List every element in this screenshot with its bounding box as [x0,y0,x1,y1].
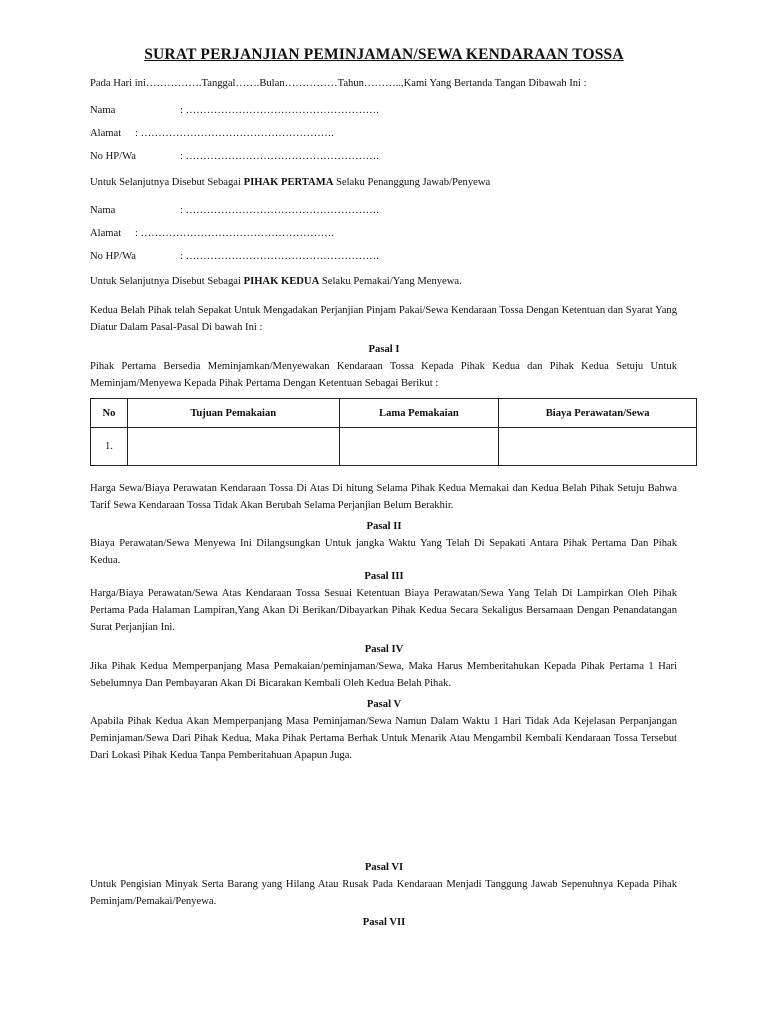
party-one-designation-prefix: Untuk Selanjutnya Disebut Sebagai [90,177,244,188]
party-one-phone-field [90,148,379,165]
pasal-1-text: Pihak Pertama Bersedia Meminjamkan/Menyewakan Kendaraan Tossa Kepada Pihak Kedua dan Pihak Kedua Setuju Untuk Meminjam/Menyewa Kepada Pihak Pertama Dengan Ketentuan Sebagai Berikut : [90,361,677,389]
pasal-3-heading: Pasal III [364,571,404,582]
party-one-designation-suffix: Selaku Penanggung Jawab/Penyewa [333,177,491,188]
party-two-name-value: : ………………………………………………. [180,205,379,216]
party-two-designation [90,273,462,290]
party-two-designation-prefix: Untuk Selanjutnya Disebut Sebagai [90,276,244,287]
table-header-row [91,399,697,428]
table-row [91,428,697,466]
table-header-purpose: Tujuan Pemakaian [127,399,339,428]
party-two-designation-bold: PIHAK KEDUA [243,276,320,287]
table-header-cost: Biaya Perawatan/Sewa [499,399,697,428]
party-one-designation [90,174,490,191]
table-cell-duration [339,428,499,466]
table-header-duration: Lama Pemakaian [339,399,499,428]
table-cell-cost [499,428,697,466]
party-two-phone-value: : ………………………………………………. [180,251,379,262]
party-two-address-value: : ………………………………………………. [135,228,334,239]
party-one-name-field [90,102,379,119]
party-one-address-label: Alamat [90,128,122,139]
party-two-name-field [90,202,379,219]
pasal-6-text: Untuk Pengisian Minyak Serta Barang yang Hilang Atau Rusak Pada Kendaraan Menjadi Tanggung Jawab Sepenuhnya Kepada Pihak Peminjam/Pemakai/Penyewa. [90,879,677,907]
party-two-phone-label: No HP/Wa [90,251,136,262]
party-one-phone-label: No HP/Wa [90,151,136,162]
opening-line: Pada Hari ini…………….Tanggal…….Bulan……………Tahun………..,Kami Yang Bertanda Tangan Dibawah Ini : [90,78,587,89]
party-one-name-value: : ………………………………………………. [180,105,379,116]
party-two-designation-suffix: Selaku Pemakai/Yang Menyewa. [319,276,462,287]
rental-table [90,398,697,466]
party-two-address-field [90,225,334,242]
party-one-phone-value: : ………………………………………………. [180,151,379,162]
pasal-7-heading: Pasal VII [362,917,406,928]
pasal-4-text: Jika Pihak Kedua Memperpanjang Masa Pemakaian/peminjaman/Sewa, Maka Harus Memberitahukan Kepada Pihak Pertama 1 Hari Sebelumnya Dan Pembayaran Akan Di Bicarakan Kembali Oleh Kedua Belah Pihak. [90,661,677,689]
pasal-6-heading: Pasal VI [364,862,404,873]
table-cell-no: 1. [91,428,128,466]
table-cell-purpose [127,428,339,466]
document-title: SURAT PERJANJIAN PEMINJAMAN/SEWA KENDARAAN TOSSA [144,46,624,63]
pasal-2-text: Biaya Perawatan/Sewa Menyewa Ini Dilangsungkan Untuk jangka Waktu Yang Telah Di Sepakati Antara Pihak Pertama Dan Pihak Kedua. [90,538,677,566]
party-one-address-value: : ………………………………………………. [135,128,334,139]
pasal-4-heading: Pasal IV [364,644,404,655]
pasal-5-heading: Pasal V [366,699,402,710]
pasal-3-text: Harga/Biaya Perawatan/Sewa Atas Kendaraan Tossa Sesuai Ketentuan Biaya Perawatan/Sewa Yang Telah Di Lampirkan Oleh Pihak Pertama Pada Halaman Lampiran,Yang Akan Di Berikan/Dibayarkan Pihak Kedua Secara Sekaligus Bersamaan Dengan Penandatangan Surat Perjanjian Ini. [90,588,677,633]
agreement-intro: Kedua Belah Pihak telah Sepakat Untuk Mengadakan Perjanjian Pinjam Pakai/Sewa Kendaraan Tossa Dengan Ketentuan dan Syarat Yang Diatur Dalam Pasal-Pasal Di bawah Ini : [90,305,677,333]
party-one-name-label: Nama [90,105,116,116]
table-header-no: No [91,399,128,428]
party-one-address-field [90,125,334,142]
pasal-1-heading: Pasal I [368,344,400,355]
pasal-2-heading: Pasal II [366,521,402,532]
party-one-designation-bold: PIHAK PERTAMA [243,177,334,188]
price-note: Harga Sewa/Biaya Perawatan Kendaraan Tossa Di Atas Di hitung Selama Pihak Kedua Memakai dan Kedua Belah Pihak Setuju Bahwa Tarif Sewa Kendaraan Tossa Tidak Akan Berubah Selama Perjanjian Belum Berakhir. [90,483,677,511]
pasal-5-text: Apabila Pihak Kedua Akan Memperpanjang Masa Peminjaman/Sewa Namun Dalam Waktu 1 Hari Tidak Ada Kejelasan Perpanjangan Peminjaman/Sewa Dari Pihak Kedua, Maka Pihak Pertama Berhak Untuk Menarik Atau Mengambil Kembali Kendaraan Tossa Tersebut Dari Lokasi Pihak Kedua Tanpa Pemberitahuan Apapun Juga. [90,716,677,761]
party-two-address-label: Alamat [90,228,122,239]
party-two-name-label: Nama [90,205,116,216]
party-two-phone-field [90,248,379,265]
